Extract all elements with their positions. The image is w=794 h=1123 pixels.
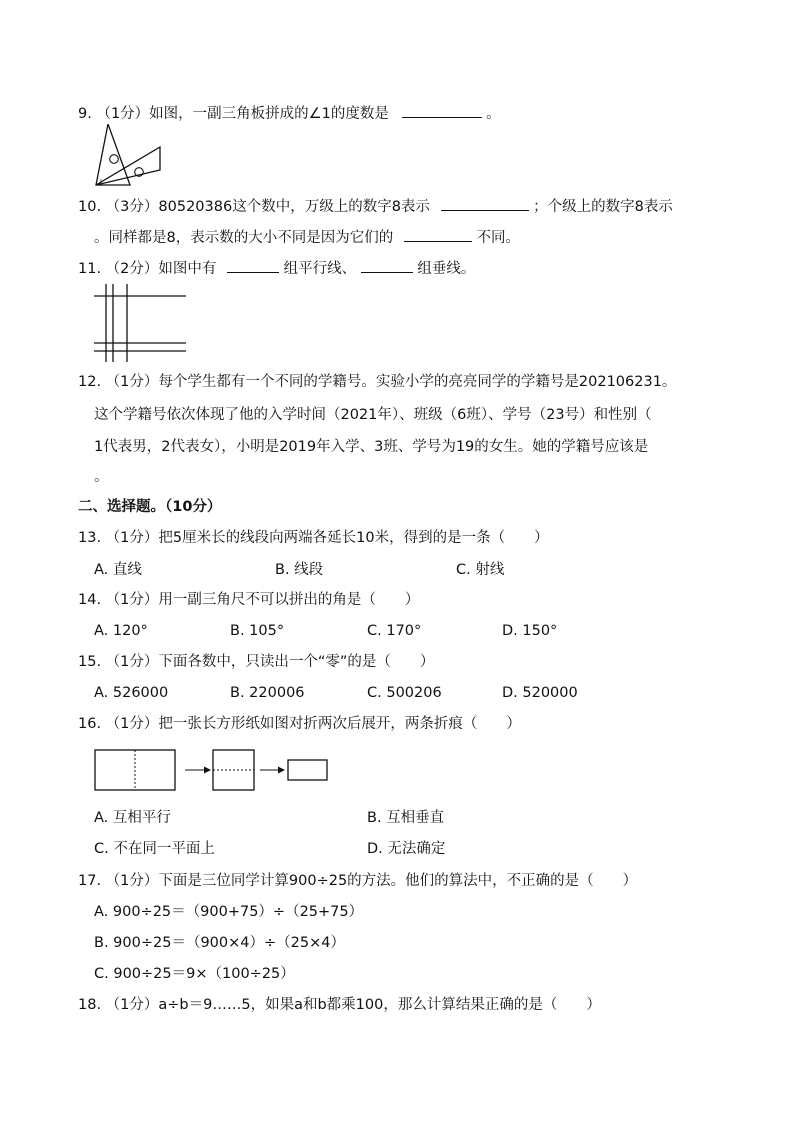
q13-stem: 13. （1分）把5厘米长的线段向两端各延长10米，得到的是一条（ ） xyxy=(78,530,549,546)
q11-lines-figure xyxy=(94,284,186,362)
q10-blank-2[interactable] xyxy=(404,227,472,242)
q15-stem: 15. （1分）下面各数中，只读出一个“零”的是（ ） xyxy=(78,654,435,670)
q16-option-b[interactable]: B. 互相垂直 xyxy=(367,810,445,826)
q9-line xyxy=(78,103,501,124)
q16-folding-figure xyxy=(94,749,334,793)
q17-option-a[interactable]: A. 900÷25＝（900+75）÷（25+75） xyxy=(94,904,364,920)
q9-end: 。 xyxy=(486,106,501,122)
q11-blank-2[interactable] xyxy=(361,258,413,273)
q14-option-a[interactable]: A. 120° xyxy=(94,623,148,639)
q16-option-d[interactable]: D. 无法确定 xyxy=(367,841,446,857)
q10-line-1 xyxy=(78,196,673,217)
q14-stem: 14. （1分）用一副三角尺不可以拼出的角是（ ） xyxy=(78,592,420,608)
q10-text-a: 10. （3分）80520386这个数中，万级上的数字8表示 xyxy=(78,199,430,215)
q18-stem: 18. （1分）a÷b＝9……5，如果a和b都乘100，那么计算结果正确的是（ ） xyxy=(78,997,601,1013)
q16-option-a[interactable]: A. 互相平行 xyxy=(94,810,171,826)
q15-option-d[interactable]: D. 520000 xyxy=(502,685,578,701)
angle-1-label: 1 xyxy=(99,179,103,186)
q17-option-b[interactable]: B. 900÷25＝（900×4）÷（25×4） xyxy=(94,935,345,951)
q14-option-b[interactable]: B. 105° xyxy=(230,623,285,639)
q16-option-c[interactable]: C. 不在同一平面上 xyxy=(94,841,215,857)
q11-line xyxy=(78,258,475,279)
q13-option-b[interactable]: B. 线段 xyxy=(275,562,324,578)
q11-blank-1[interactable] xyxy=(227,258,279,273)
q10-text-d: 不同。 xyxy=(476,230,520,246)
q17-stem: 17. （1分）下面是三位同学计算900÷25的方法。他们的算法中，不正确的是（ ） xyxy=(78,873,638,889)
q15-option-a[interactable]: A. 526000 xyxy=(94,685,169,701)
q12-line-1: 12. （1分）每个学生都有一个不同的学籍号。实验小学的亮亮同学的学籍号是202106231。 xyxy=(78,374,677,390)
q10-text-c: 。同样都是8，表示数的大小不同是因为它们的 xyxy=(94,230,394,246)
q13-option-a[interactable]: A. 直线 xyxy=(94,562,142,578)
q16-stem: 16. （1分）把一张长方形纸如图对折两次后展开，两条折痕（ ） xyxy=(78,716,521,732)
q17-option-c[interactable]: C. 900÷25＝9×（100÷25） xyxy=(94,966,295,982)
q12-line-4: 。 xyxy=(94,469,109,485)
q11-text-a: 11. （2分）如图中有 xyxy=(78,261,217,277)
q12-line-2: 这个学籍号依次体现了他的入学时间（2021年）、班级（6班）、学号（23号）和性别（ xyxy=(94,407,652,423)
q10-blank-1[interactable] xyxy=(441,196,529,211)
q9-text: 9. （1分）如图，一副三角板拼成的∠1的度数是 xyxy=(78,106,389,122)
q14-option-d[interactable]: D. 150° xyxy=(502,623,558,639)
q12-line-3: 1代表男，2代表女），小明是2019年入学、3班、学号为19的女生。她的学籍号应该是 xyxy=(94,439,649,455)
q11-text-c: 组垂线。 xyxy=(417,261,476,277)
q15-option-c[interactable]: C. 500206 xyxy=(367,685,442,701)
q13-option-c[interactable]: C. 射线 xyxy=(456,562,505,578)
section-title: 二、选择题。（10分） xyxy=(78,499,222,515)
q15-option-b[interactable]: B. 220006 xyxy=(230,685,305,701)
q9-answer-blank[interactable] xyxy=(402,103,482,118)
q10-line-2 xyxy=(94,227,520,248)
q9-triangle-figure xyxy=(94,124,166,188)
q11-text-b: 组平行线、 xyxy=(283,261,357,277)
q10-text-b: ；个级上的数字8表示 xyxy=(533,199,673,215)
q14-option-c[interactable]: C. 170° xyxy=(367,623,422,639)
